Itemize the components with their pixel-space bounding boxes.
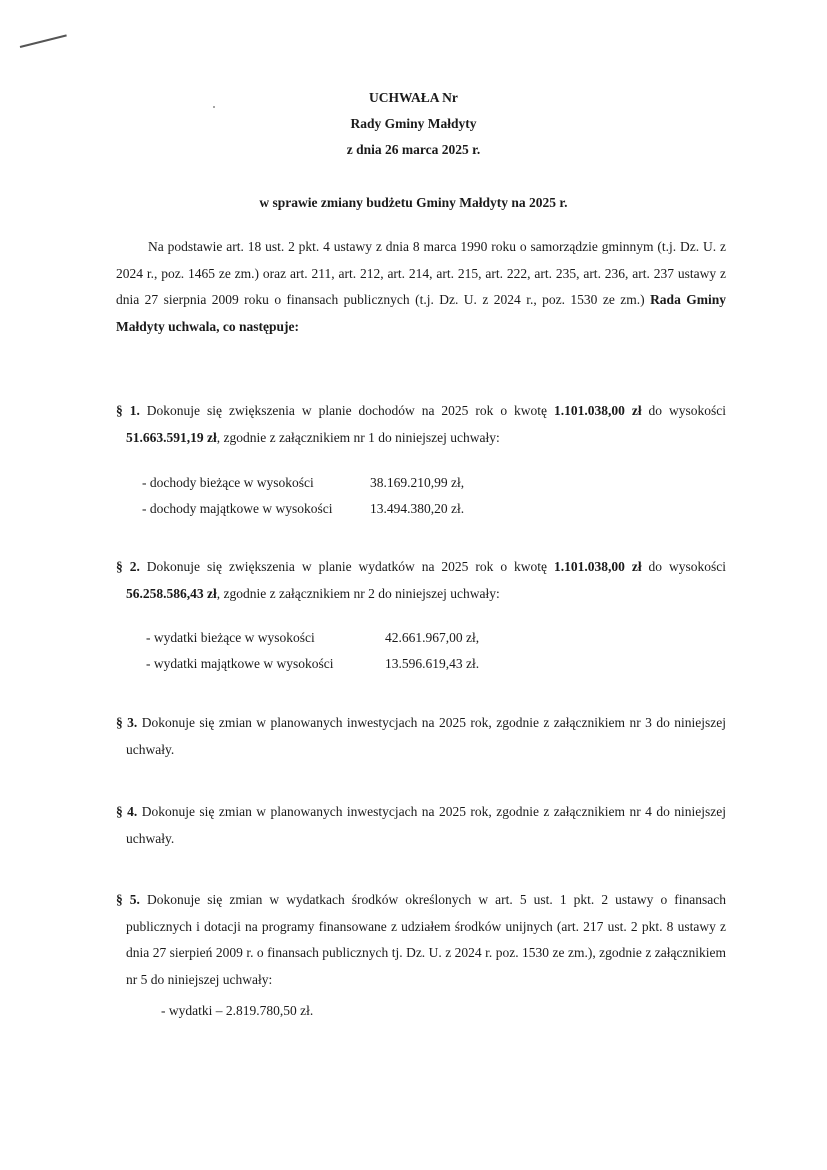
section-2-items	[146, 625, 479, 677]
section-5-number: § 5.	[116, 892, 140, 907]
section-4-number: § 4.	[116, 804, 138, 819]
list-item	[142, 470, 464, 496]
item-label: - dochody majątkowe w wysokości	[142, 501, 333, 516]
section-2-text-b: do wysokości	[641, 559, 726, 574]
section-3-text: Dokonuje się zmian w planowanych inwestycjach na 2025 rok, zgodnie z załącznikiem nr 3 do niniejszej uchwały.	[126, 715, 726, 757]
list-item	[146, 651, 479, 677]
section-1	[116, 398, 726, 451]
item-label: - wydatki majątkowe w wysokości	[146, 656, 334, 671]
section-3-number: § 3.	[116, 715, 138, 730]
section-5-items	[161, 998, 313, 1024]
scan-dot	[213, 106, 215, 108]
section-1-text-c: , zgodnie z załącznikiem nr 1 do niniejszej uchwały:	[216, 429, 500, 445]
section-2-number: § 2.	[116, 559, 140, 574]
item-label: - dochody bieżące w wysokości	[142, 475, 314, 490]
section-4-text: Dokonuje się zmian w planowanych inwestycjach na 2025 rok, zgodnie z załącznikiem nr 4 do niniejszej uchwały.	[126, 804, 726, 846]
section-1-number: § 1.	[116, 403, 140, 418]
section-4	[116, 799, 726, 852]
item-value: 13.596.619,43 zł.	[385, 656, 480, 671]
item-value: 13.494.380,20 zł.	[370, 501, 465, 516]
item-value: 42.661.967,00 zł,	[385, 630, 480, 645]
section-1-total: 51.663.591,19 zł	[126, 429, 217, 445]
item-value: 38.169.210,99 zł,	[370, 475, 465, 490]
council-name: Rady Gminy Małdyty	[350, 116, 477, 131]
resolution-date: z dnia 26 marca 2025 r.	[346, 142, 481, 157]
section-1-items	[142, 470, 464, 522]
legal-basis-resolves: Rada Gminy Małdyty uchwala, co następuje:	[116, 292, 727, 334]
section-1-text-a: Dokonuje się zwiększenia w planie dochodów na 2025 rok o kwotę	[139, 403, 554, 418]
list-item	[142, 496, 464, 522]
section-1-amount: 1.101.038,00 zł	[554, 403, 642, 418]
list-item: - wydatki – 2.819.780,50 zł.	[161, 1003, 314, 1018]
section-2-text-c: , zgodnie z załącznikiem nr 2 do niniejszej uchwały:	[216, 585, 500, 601]
section-2	[116, 554, 726, 607]
section-2-text-a: Dokonuje się zwiększenia w planie wydatków na 2025 rok o kwotę	[139, 559, 554, 574]
resolution-subject: w sprawie zmiany budżetu Gminy Małdyty na 2025 r.	[259, 195, 568, 210]
legal-basis-paragraph	[116, 234, 726, 340]
section-1-text-b: do wysokości	[641, 403, 726, 418]
section-2-amount: 1.101.038,00 zł	[554, 559, 642, 574]
legal-basis-text: Na podstawie art. 18 ust. 2 pkt. 4 ustawy z dnia 8 marca 1990 roku o samorządzie gminnym (t.j. Dz. U. z 2024 r., poz. 1465 ze zm.) oraz art. 211, art. 212, art. 214, art. 215, art. 222, art. 235, art. 236, art. 237 ustawy z dnia 27 sierpnia 2009 roku o finansach publicznych (t.j. Dz. U. z 2024 r., poz. 1530 ze zm.)	[116, 239, 726, 307]
section-5-text: Dokonuje się zmian w wydatkach środków określonych w art. 5 ust. 1 pkt. 2 ustawy o finansach publicznych i dotacji na programy finansowane z udziałem środków unijnych (art. 217 ust. 2 pkt. 8 ustawy z dnia 27 sierpień 2009 r. o finansach publicznych tj. Dz. U. z 2024 r. poz. 1530 ze zm.), zgodnie z załącznikiem nr 5 do niniejszej uchwały:	[126, 892, 726, 987]
scan-mark	[20, 34, 67, 48]
section-3	[116, 710, 726, 763]
section-5	[116, 887, 726, 993]
item-label: - wydatki bieżące w wysokości	[146, 630, 315, 645]
list-item	[146, 625, 479, 651]
resolution-title: UCHWAŁA Nr	[369, 90, 458, 105]
section-2-total: 56.258.586,43 zł	[126, 585, 217, 601]
